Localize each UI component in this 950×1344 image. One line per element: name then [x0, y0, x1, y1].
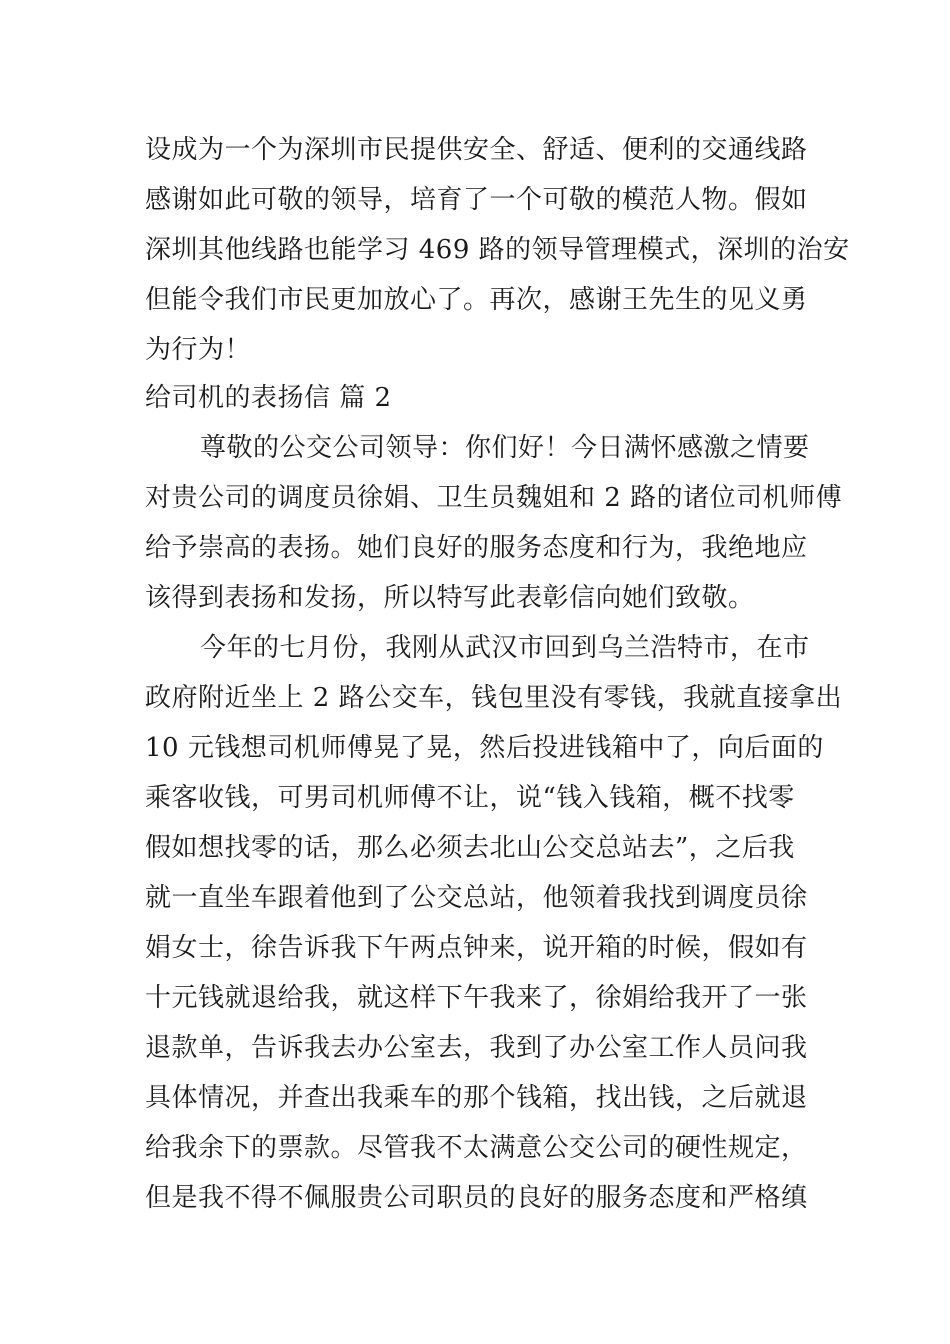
text-line: 乘客收钱，可男司机师傅不让，说“钱入钱箱，概不找零	[145, 783, 795, 813]
paragraph-first-line: 尊敬的公交公司领导：你们好！今日满怀感激之情要	[200, 433, 810, 463]
text-line: 10 元钱想司机师傅晃了晃，然后投进钱箱中了，向后面的	[145, 733, 824, 763]
text-line: 为行为！	[145, 335, 252, 365]
paragraph-first-line: 今年的七月份，我刚从武汉市回到乌兰浩特市，在市	[200, 633, 810, 663]
text-line: 但能令我们市民更加放心了。再次，感谢王先生的见义勇	[145, 285, 808, 315]
text-line: 政府附近坐上 2 路公交车，钱包里没有零钱，我就直接拿出	[145, 683, 843, 713]
text-line: 十元钱就退给我，就这样下午我来了，徐娟给我开了一张	[145, 983, 808, 1013]
text-line: 感谢如此可敬的领导，培育了一个可敬的模范人物。假如	[145, 185, 808, 215]
text-line: 设成为一个为深圳市民提供安全、舒适、便利的交通线路	[145, 135, 808, 165]
text-line: 给我余下的票款。尽管我不太满意公交公司的硬性规定，	[145, 1133, 808, 1163]
text-line: 具体情况，并查出我乘车的那个钱箱，找出钱，之后就退	[145, 1083, 808, 1113]
text-line: 给予崇高的表扬。她们良好的服务态度和行为，我绝地应	[145, 533, 808, 563]
text-line: 但是我不得不佩服贵公司职员的良好的服务态度和严格缜	[145, 1183, 808, 1213]
text-line: 对贵公司的调度员徐娟、卫生员魏姐和 2 路的诸位司机师傅	[145, 483, 843, 513]
section-heading: 给司机的表扬信 篇 2	[145, 383, 392, 413]
text-line: 娟女士，徐告诉我下午两点钟来，说开箱的时候，假如有	[145, 933, 808, 963]
text-line: 就一直坐车跟着他到了公交总站，他领着我找到调度员徐	[145, 883, 808, 913]
text-line: 该得到表扬和发扬，所以特写此表彰信向她们致敬。	[145, 583, 755, 613]
text-line: 假如想找零的话，那么必须去北山公交总站去”，之后我	[145, 833, 795, 863]
text-line: 深圳其他线路也能学习 469 路的领导管理模式，深圳的治安	[145, 235, 850, 265]
text-line: 退款单，告诉我去办公室去，我到了办公室工作人员问我	[145, 1033, 808, 1063]
